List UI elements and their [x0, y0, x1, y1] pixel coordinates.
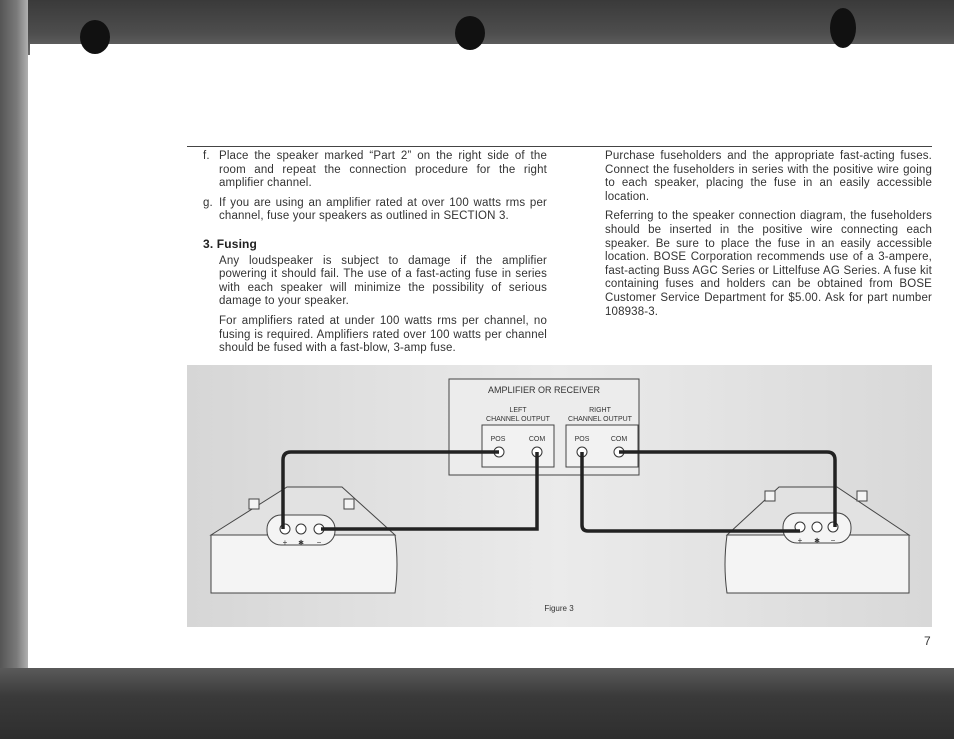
right-speaker-tab [765, 491, 775, 501]
item-text: If you are using an amplifier rated at over 100 watts rms per channel, fuse your speakers as outlined in SECTION 3. [219, 196, 547, 223]
paragraph: Referring to the speaker connection diagram, the fuseholders should be inserted in the positive wire connecting each speaker. Be sure to place the fuse in an easily accessible location. BOSE Corporation recommends use of a 3-ampere, fast-acting Buss AGC Series or Littelfuse AG Series. A fuse kit containing fuses and holders can be obtained from BOSE Customer Service Department for $5.00. Ask for part number 108938-3. [605, 210, 932, 318]
item-marker: g. [203, 196, 213, 209]
pos-label: POS [574, 436, 590, 443]
com-label: COM [528, 436, 546, 443]
figure-caption: Figure 3 [544, 604, 574, 613]
header-rule [187, 146, 932, 147]
left-speaker-star-terminal [296, 524, 306, 534]
amp-title: AMPLIFIER OR RECEIVER [487, 385, 601, 395]
right-output-label: CHANNEL OUTPUT [568, 416, 632, 423]
paragraph: Any loudspeaker is subject to damage if the amplifier powering it should fail. The use of a fast-acting fuse in series with each speaker will minimize the possibility of serious damage to your speaker. [219, 254, 547, 308]
fusing-section [203, 238, 547, 362]
list-item-g [203, 197, 547, 224]
binder-hole-right [830, 8, 856, 48]
page-number: 7 [924, 634, 931, 648]
left-terminal-panel [482, 425, 554, 467]
right-speaker-star-terminal [812, 522, 822, 532]
page-top-edge [30, 44, 954, 58]
paragraph: For amplifiers rated at under 100 watts rms per channel, no fusing is required. Amplifiers rated over 100 watts per channel should be fused with a fast-blow, 3-amp fuse. [219, 314, 547, 355]
scan-border-bottom [0, 668, 954, 739]
left-output-label: CHANNEL OUTPUT [486, 416, 550, 423]
right-terminal-panel [566, 425, 638, 467]
section-heading: 3. Fusing [203, 237, 258, 251]
right-speaker-tab [857, 491, 867, 501]
item-marker: f. [203, 150, 210, 162]
scan-border-left [0, 0, 28, 739]
left-speaker-tab [249, 499, 259, 509]
star-mark: ✱ [298, 540, 304, 547]
right-column [605, 150, 932, 325]
left-speaker-tab [344, 499, 354, 509]
pos-label: POS [490, 436, 506, 443]
com-label: COM [610, 436, 628, 443]
plus-mark: + [282, 538, 288, 547]
binder-hole-center [455, 16, 485, 50]
item-text: Place the speaker marked “Part 2” on the right side of the room and repeat the connection procedure for the right amplifier channel. [219, 150, 547, 190]
list-item-f [203, 150, 547, 191]
left-output-label: LEFT [509, 407, 527, 414]
paragraph: Purchase fuseholders and the appropriate fast-acting fuses. Connect the fuseholders in series with the positive wire going to each speaker, placing the fuse in an easily accessible location. [605, 150, 932, 203]
binder-hole-left [80, 20, 110, 54]
minus-mark: − [316, 538, 322, 547]
speaker-connection-figure [187, 365, 932, 627]
plus-mark: + [797, 536, 803, 545]
wiring-diagram [187, 365, 932, 627]
left-column [203, 150, 547, 230]
right-output-label: RIGHT [589, 407, 611, 414]
minus-mark: − [830, 536, 836, 545]
star-mark: ✱ [814, 538, 820, 545]
